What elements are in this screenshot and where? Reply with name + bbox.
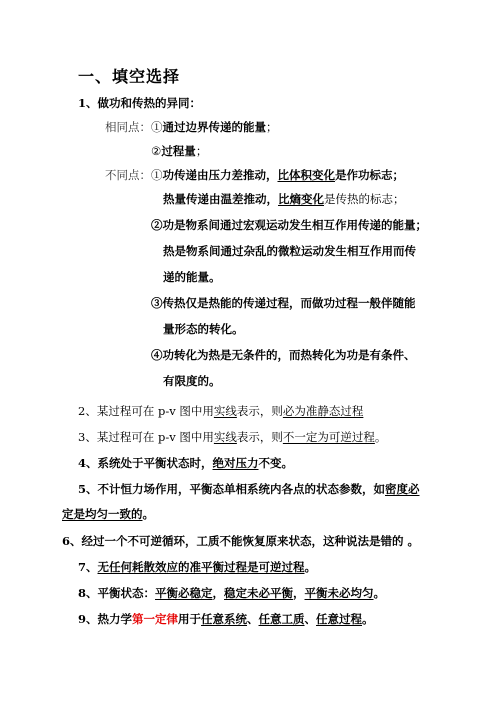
q1-diff-line2 [163, 192, 405, 206]
q4-a: 4、系统处于平衡状态时， [78, 456, 213, 470]
q4-line [78, 456, 293, 470]
q8-line [78, 586, 385, 600]
q9-b: 第一定律 [132, 612, 179, 626]
q9-a: 9、热力学 [78, 612, 133, 626]
q4-c: 不变。 [258, 456, 294, 470]
q1-diff2-line1: ②功是物系间通过宏观运动发生相互作用传递的能量； [151, 218, 427, 232]
q1-same-line2 [151, 144, 207, 158]
q3-line [78, 430, 386, 444]
q7-line [78, 560, 316, 574]
q2-a: 2、某过程可在 p-v 图中用 [78, 404, 214, 418]
q8-d: 稳定未必平衡 [224, 586, 294, 600]
q8-f: 平衡未必均匀 [304, 586, 374, 600]
q8-e: ， [293, 586, 305, 600]
q8-b: 平衡必稳定 [155, 586, 213, 600]
q8-c: ， [212, 586, 225, 600]
same2-text: 过程量 [161, 144, 196, 158]
same1-end: ； [266, 120, 278, 134]
q8-g: 。 [373, 586, 386, 600]
q5-line2-b: 。 [142, 507, 154, 521]
q3-e: 。 [374, 430, 387, 444]
q2-line [78, 404, 363, 418]
q9-i: 。 [362, 612, 374, 626]
q1-diff4-line1: ④功转化为热是无条件的，而热转化为功是有条件、 [151, 348, 416, 362]
q5-line1 [78, 482, 420, 496]
q9-d: 任意系统 [201, 612, 248, 626]
q5-line1-a: 5、不计恒力场作用，平衡态单相系统内各点的状态参数，如 [78, 482, 385, 496]
same2-num: ② [151, 144, 162, 158]
same1-text: 通过边界传递的能量 [162, 120, 266, 134]
same2-end: ； [195, 144, 208, 158]
q5-line1-b: 密度必 [385, 482, 420, 496]
q6-line: 6、经过一个不可逆循环，工质不能恢复原来状态，这种说法是错的 。 [62, 534, 420, 548]
diff1-line2-a: 热量传递由温差推动， [163, 192, 278, 206]
same-label: 相同点： [105, 120, 151, 134]
q5-line2 [62, 507, 154, 521]
diff-label: 不同点： [105, 168, 151, 182]
diff1-b: 比体积变化 [277, 168, 335, 182]
q3-a: 3、某过程可在 p-v 图中用 [78, 430, 214, 444]
diff1-line2-c: 是传热的标志； [324, 192, 405, 206]
q3-b: 实线 [213, 430, 237, 444]
q9-c: 用于 [178, 612, 202, 626]
q2-b: 实线 [213, 404, 237, 418]
q9-g: 、 [304, 612, 317, 626]
q7-c: 。 [304, 560, 317, 574]
q7-b: 无任何耗散效应的准平衡过程是可逆过程 [97, 560, 305, 574]
q1-diff3-line1: ③传热仅是热能的传递过程，而做功过程一般伴随能 [151, 296, 416, 310]
q9-h: 任意过程 [316, 612, 363, 626]
diff1-a: 功传递由压力差推动， [162, 168, 278, 182]
q1-title: 1、做功和传热的异同： [78, 96, 202, 110]
q3-c: 表示，则 [236, 430, 283, 444]
same1-num: ① [151, 120, 163, 134]
q9-line [78, 612, 374, 626]
q7-a: 7、 [78, 560, 98, 574]
q2-d: 必为准静态过程 [282, 404, 364, 418]
diff1-num: ① [151, 168, 163, 182]
q1-diff3-line2: 量形态的转化。 [163, 322, 244, 336]
q4-b: 绝对压力 [212, 456, 259, 470]
q1-diff2-line2: 热是物系间通过杂乱的微粒运动发生相互作用而传 [163, 244, 416, 258]
diff1-c: 是作功标志； [335, 168, 404, 182]
q2-c: 表示，则 [236, 404, 283, 418]
q1-diff2-line3: 递的能量。 [163, 270, 221, 284]
q1-diff-line1 [105, 168, 404, 182]
q3-d: 不一定为可逆过程 [282, 430, 375, 444]
section-heading: 一、填空选择 [78, 67, 181, 86]
q5-line2-a: 定是均匀一致的 [62, 507, 143, 521]
q1-same-line1 [105, 120, 278, 134]
q9-f: 任意工质 [258, 612, 305, 626]
q9-e: 、 [247, 612, 259, 626]
diff1-line2-b: 比熵变化 [278, 192, 324, 206]
q8-a: 8、平衡状态： [78, 586, 156, 600]
q1-diff4-line2: 有限度的。 [163, 374, 221, 388]
